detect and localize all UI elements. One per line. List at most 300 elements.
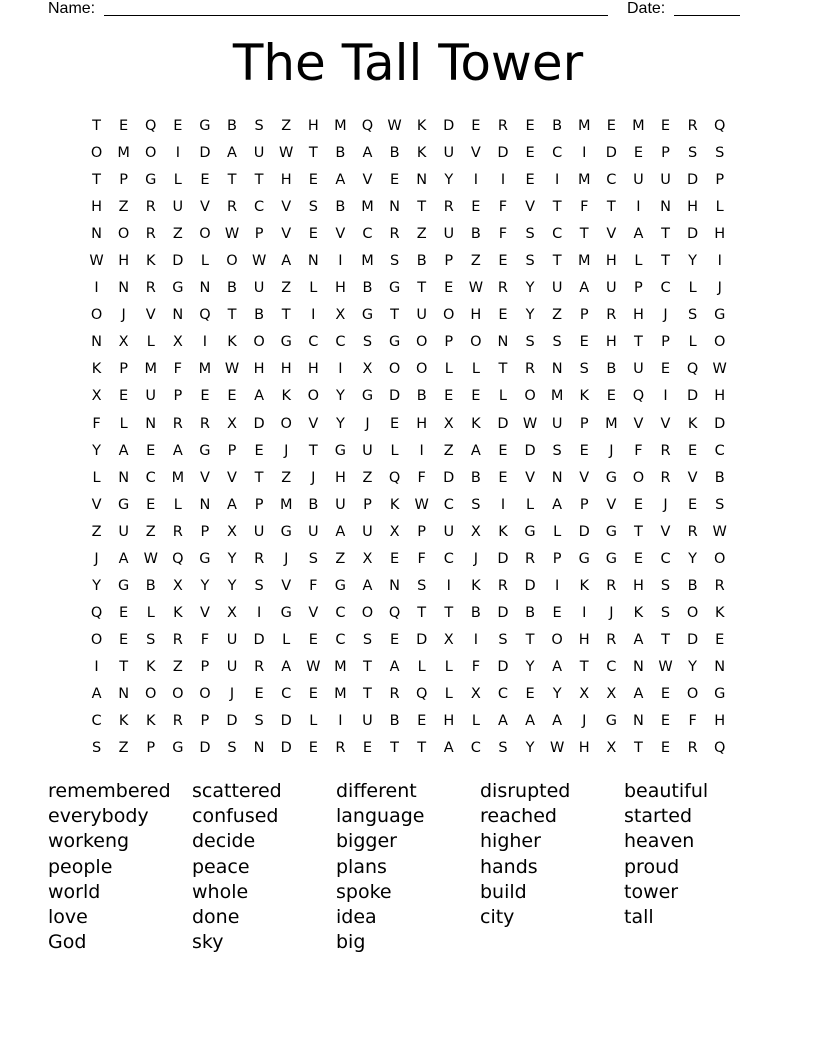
grid-letter: D [497, 145, 509, 162]
grid-letter: D [687, 631, 699, 648]
grid-letter: V [362, 172, 373, 189]
grid-letter: R [172, 713, 183, 730]
grid-letter: A [118, 550, 129, 567]
grid-letter: L [715, 199, 724, 216]
grid-letter: S [417, 577, 427, 594]
grid-letter: R [660, 469, 671, 486]
word-bank-item: God [48, 931, 87, 954]
grid-letter: A [552, 713, 563, 730]
grid-letter: I [94, 658, 99, 675]
grid-letter: S [579, 361, 589, 378]
grid-letter: H [714, 226, 726, 243]
word-bank-item: started [624, 805, 693, 828]
grid-letter: I [500, 172, 506, 189]
grid-letter: D [497, 658, 509, 675]
grid-letter: E [389, 631, 400, 648]
grid-letter: E [417, 713, 427, 730]
grid-letter: B [470, 469, 481, 486]
grid-letter: E [606, 118, 616, 134]
grid-letter: A [389, 658, 400, 675]
grid-letter: S [660, 577, 671, 594]
grid-letter: Z [172, 226, 183, 243]
grid-letter: V [525, 469, 535, 486]
grid-letter: P [417, 523, 427, 540]
grid-letter: O [361, 604, 374, 621]
grid-letter: D [280, 713, 292, 730]
date-field[interactable] [674, 15, 740, 16]
grid-letter: V [91, 496, 102, 513]
date-label: Date: [627, 0, 666, 17]
grid-letter: T [525, 631, 535, 648]
grid-letter: N [416, 172, 428, 189]
grid-letter: V [145, 307, 156, 324]
grid-letter: F [200, 631, 210, 648]
grid-letter: E [715, 631, 725, 648]
grid-letter: T [579, 226, 589, 243]
grid-letter: S [389, 253, 400, 270]
word-bank-item: decide [192, 830, 256, 853]
grid-letter: L [688, 280, 697, 297]
grid-letter: E [606, 388, 616, 405]
grid-letter: E [525, 145, 535, 162]
grid-letter: F [92, 415, 101, 432]
grid-letter: O [443, 307, 455, 324]
grid-letter: A [91, 685, 102, 702]
grid-letter: O [686, 685, 699, 702]
grid-letter: Q [415, 685, 428, 702]
grid-letter: C [91, 713, 102, 730]
grid-letter: U [443, 226, 455, 243]
grid-letter: B [389, 145, 400, 162]
grid-letter: W [279, 145, 294, 162]
grid-letter: E [146, 496, 156, 513]
grid-letter: O [470, 334, 482, 351]
grid-letter: A [281, 658, 292, 675]
grid-letter: D [497, 415, 509, 432]
word-bank-item: hands [480, 855, 538, 878]
grid-letter: V [660, 415, 671, 432]
grid-letter: P [444, 253, 454, 270]
grid-letter: E [119, 604, 129, 621]
grid-letter: T [227, 172, 237, 189]
grid-letter: U [443, 523, 455, 540]
grid-letter: A [281, 253, 292, 270]
grid-letter: C [308, 334, 319, 351]
grid-letter: J [582, 713, 587, 730]
grid-letter: U [362, 442, 373, 459]
grid-letter: M [279, 496, 293, 513]
grid-row [83, 113, 733, 140]
grid-letter: C [606, 658, 617, 675]
grid-letter: S [715, 145, 725, 162]
grid-letter: W [712, 361, 727, 378]
grid-letter: O [415, 361, 428, 378]
grid-letter: V [199, 469, 210, 486]
grid-letter: G [199, 550, 211, 567]
grid-letter: U [633, 361, 644, 378]
grid-letter: X [362, 550, 373, 567]
grid-letter: Z [552, 307, 563, 324]
grid-letter: L [471, 361, 480, 378]
grid-row [83, 654, 733, 681]
grid-letter: I [338, 713, 343, 730]
grid-letter: C [443, 550, 454, 567]
grid-row [83, 546, 733, 573]
grid-letter: C [281, 685, 292, 702]
grid-letter: C [335, 334, 346, 351]
grid-letter: A [470, 442, 481, 459]
grid-letter: M [605, 415, 618, 432]
grid-letter: I [311, 307, 316, 324]
grid-letter: Q [686, 361, 699, 378]
grid-letter: V [687, 469, 698, 486]
word-bank-item: remembered [48, 780, 171, 802]
word-bank-item: different [336, 780, 417, 802]
grid-letter: H [118, 253, 130, 270]
grid-letter: V [281, 577, 292, 594]
grid-letter: I [256, 604, 262, 621]
grid-letter: E [200, 172, 210, 189]
grid-letter: T [661, 253, 670, 270]
grid-letter: D [578, 523, 590, 540]
grid-letter: J [311, 469, 316, 486]
grid-letter: P [634, 280, 643, 297]
grid-letter: X [335, 307, 346, 324]
grid-letter: H [632, 307, 644, 324]
word-column [336, 779, 480, 955]
grid-letter: A [633, 226, 644, 243]
grid-letter: S [525, 226, 535, 243]
grid-letter: R [145, 280, 156, 297]
grid-letter: E [688, 442, 698, 459]
word-bank-item: heaven [624, 830, 695, 853]
grid-letter: S [525, 253, 535, 270]
word-bank-item: city [480, 906, 515, 929]
grid-row [83, 438, 733, 465]
grid-letter: Y [227, 577, 237, 594]
grid-letter: I [94, 280, 99, 297]
grid-letter: K [579, 388, 589, 405]
grid-letter: O [90, 307, 103, 324]
grid-letter: I [175, 145, 180, 162]
grid-letter: E [308, 631, 318, 648]
grid-letter: U [145, 388, 157, 405]
grid-letter: F [634, 442, 643, 459]
grid-letter: G [578, 550, 590, 567]
word-bank-item: build [480, 880, 527, 903]
grid-letter: G [605, 550, 617, 567]
page-title: The Tall Tower [232, 34, 584, 92]
grid-letter: P [254, 496, 264, 513]
grid-letter: O [307, 388, 319, 405]
grid-letter: U [443, 145, 455, 162]
grid-letter: B [687, 577, 698, 594]
grid-letter: V [308, 415, 319, 432]
grid-letter: A [497, 713, 508, 730]
grid-letter: E [200, 388, 210, 405]
grid-letter: S [308, 199, 318, 216]
grid-letter: F [498, 226, 508, 243]
grid-letter: J [365, 415, 370, 432]
grid-letter: S [660, 604, 671, 621]
grid-letter: W [414, 496, 429, 513]
grid-letter: T [552, 199, 562, 216]
grid-letter: A [362, 577, 373, 594]
grid-letter: N [91, 226, 102, 243]
grid-letter: E [444, 388, 454, 405]
grid-letter: H [578, 631, 590, 648]
word-bank-item: peace [192, 855, 250, 878]
grid-letter: R [172, 631, 183, 648]
grid-letter: R [145, 199, 156, 216]
grid-letter: L [200, 253, 209, 270]
grid-letter: A [227, 496, 237, 513]
word-bank-item: world [48, 880, 101, 903]
grid-letter: R [606, 307, 617, 324]
grid-letter: J [284, 550, 289, 567]
grid-letter: W [712, 523, 727, 540]
grid-letter: S [254, 577, 264, 594]
grid-letter: I [717, 253, 722, 270]
grid-letter: P [552, 550, 562, 567]
grid-letter: H [307, 361, 319, 378]
grid-letter: Y [688, 658, 698, 675]
header [0, 0, 816, 20]
grid-letter: N [389, 577, 400, 594]
grid-letter: N [497, 334, 509, 351]
grid-letter: D [524, 577, 536, 594]
grid-letter: T [227, 307, 237, 324]
grid-letter: N [660, 199, 671, 216]
grid-letter: T [390, 307, 399, 324]
grid-letter: Z [118, 199, 129, 216]
grid-row [83, 275, 733, 302]
grid-letter: I [582, 145, 587, 162]
grid-letter: G [388, 334, 401, 351]
grid-letter: S [362, 334, 373, 351]
grid-letter: V [525, 199, 535, 216]
grid-letter: U [362, 713, 373, 730]
word-bank-item: scattered [192, 780, 282, 802]
grid-letter: P [661, 334, 670, 351]
grid-row [83, 627, 733, 654]
grid-letter: U [551, 415, 563, 432]
grid-letter: H [578, 740, 590, 757]
grid-letter: M [577, 172, 591, 189]
grid-letter: S [254, 713, 264, 730]
grid-letter: O [90, 145, 103, 162]
grid-letter: U [172, 199, 184, 216]
grid-letter: I [636, 199, 641, 216]
grid-letter: N [389, 199, 400, 216]
word-bank-item: tall [624, 906, 654, 929]
grid-letter: I [473, 172, 478, 189]
grid-letter: Y [335, 415, 345, 432]
grid-letter: G [172, 740, 184, 757]
grid-letter: T [417, 199, 427, 216]
grid-letter: P [444, 334, 454, 351]
grid-letter: V [281, 199, 292, 216]
grid-letter: O [90, 631, 103, 648]
grid-letter: K [91, 361, 102, 378]
grid-letter: S [715, 496, 725, 513]
grid-letter: X [443, 415, 454, 432]
grid-letter: E [552, 604, 562, 621]
grid-letter: W [143, 550, 158, 567]
grid-letter: Z [281, 280, 292, 297]
grid-letter: E [660, 685, 671, 702]
grid-letter: R [687, 740, 698, 757]
grid-letter: R [497, 118, 508, 134]
grid-letter: C [335, 631, 346, 648]
grid-letter: E [389, 415, 400, 432]
grid-letter: E [444, 280, 454, 297]
grid-letter: L [634, 253, 643, 270]
grid-letter: H [334, 280, 346, 297]
grid-letter: F [688, 713, 697, 730]
grid-letter: J [121, 307, 126, 324]
grid-letter: D [416, 631, 428, 648]
grid-letter: T [92, 172, 101, 189]
grid-letter: T [661, 631, 670, 648]
grid-letter: C [552, 226, 563, 243]
grid-letter: Y [92, 577, 101, 594]
grid-letter: O [686, 604, 699, 621]
grid-letter: H [714, 713, 726, 730]
grid-letter: D [497, 604, 509, 621]
grid-letter: E [308, 172, 318, 189]
grid-letter: D [524, 442, 536, 459]
grid-letter: E [471, 199, 481, 216]
grid-letter: G [605, 523, 617, 540]
grid-letter: A [335, 172, 346, 189]
grid-letter: T [417, 280, 427, 297]
grid-letter: D [253, 415, 265, 432]
grid-row [83, 465, 733, 492]
grid-letter: K [579, 577, 589, 594]
grid-letter: R [145, 226, 156, 243]
grid-letter: M [334, 118, 347, 134]
grid-letter: L [173, 496, 182, 513]
grid-letter: M [361, 253, 374, 270]
grid-letter: C [443, 496, 454, 513]
grid-letter: A [362, 145, 373, 162]
grid-letter: U [118, 523, 129, 540]
grid-letter: C [660, 550, 671, 567]
grid-letter: S [525, 334, 535, 351]
grid-letter: W [387, 118, 402, 134]
grid-letter: H [307, 118, 319, 134]
grid-letter: J [663, 307, 668, 324]
grid-letter: C [497, 685, 509, 702]
grid-letter: S [552, 334, 562, 351]
grid-letter: Y [688, 550, 698, 567]
grid-letter: T [633, 523, 643, 540]
grid-letter: P [200, 658, 210, 675]
grid-row [83, 167, 733, 194]
grid-letter: U [253, 523, 265, 540]
word-bank-item: workeng [48, 830, 130, 853]
grid-letter: F [471, 658, 481, 675]
grid-letter: T [390, 740, 399, 757]
grid-letter: Z [172, 658, 183, 675]
grid-row [83, 519, 733, 546]
grid-letter: V [281, 226, 292, 243]
word-column [624, 779, 768, 955]
grid-letter: G [280, 523, 292, 540]
grid-letter: V [308, 604, 319, 621]
grid-letter: B [145, 577, 156, 594]
grid-letter: E [633, 145, 643, 162]
grid-letter: O [551, 631, 563, 648]
grid-letter: X [362, 361, 373, 378]
grid-letter: D [253, 631, 265, 648]
grid-letter: Z [443, 442, 454, 459]
grid-letter: I [419, 442, 424, 459]
grid-letter: Z [91, 523, 102, 540]
grid-letter: G [334, 442, 347, 459]
grid-letter: L [444, 685, 453, 702]
grid-letter: E [660, 740, 671, 757]
grid-letter: W [549, 740, 565, 757]
grid-letter: L [119, 415, 128, 432]
grid-letter: D [687, 388, 699, 405]
grid-letter: U [633, 172, 644, 189]
grid-letter: L [553, 523, 562, 540]
grid-letter: Z [145, 523, 156, 540]
grid-letter: T [444, 604, 454, 621]
grid-letter: K [281, 388, 291, 405]
grid-letter: L [173, 172, 182, 189]
grid-letter: E [525, 118, 535, 134]
grid-letter: R [687, 118, 698, 134]
grid-letter: F [498, 199, 508, 216]
grid-letter: U [362, 523, 373, 540]
grid-letter: B [308, 496, 319, 513]
grid-letter: N [632, 658, 644, 675]
grid-letter: K [498, 523, 508, 540]
name-field[interactable] [104, 15, 608, 16]
grid-letter: Q [361, 118, 374, 134]
grid-letter: J [229, 685, 235, 702]
grid-letter: A [552, 658, 563, 675]
grid-letter: B [470, 604, 481, 621]
word-bank-item: bigger [336, 830, 397, 853]
grid-letter: T [633, 334, 643, 351]
grid-letter: K [416, 118, 427, 134]
grid-letter: U [660, 172, 671, 189]
grid-row [83, 708, 733, 735]
grid-letter: M [361, 199, 374, 216]
word-bank-item: proud [624, 855, 680, 878]
grid-letter: L [444, 658, 453, 675]
grid-letter: N [91, 334, 102, 351]
grid-letter: E [119, 631, 129, 648]
grid-letter: E [498, 442, 508, 459]
grid-letter: J [609, 442, 614, 459]
grid-letter: X [606, 685, 617, 702]
grid-letter: R [254, 658, 265, 675]
grid-letter: R [497, 577, 508, 594]
grid-letter: G [714, 685, 726, 702]
grid-letter: E [498, 307, 508, 324]
grid-letter: S [254, 118, 264, 134]
grid-letter: E [308, 685, 318, 702]
grid-letter: L [526, 496, 535, 513]
grid-letter: Y [444, 172, 454, 189]
grid-letter: D [714, 415, 726, 432]
letter-grid [83, 113, 733, 762]
